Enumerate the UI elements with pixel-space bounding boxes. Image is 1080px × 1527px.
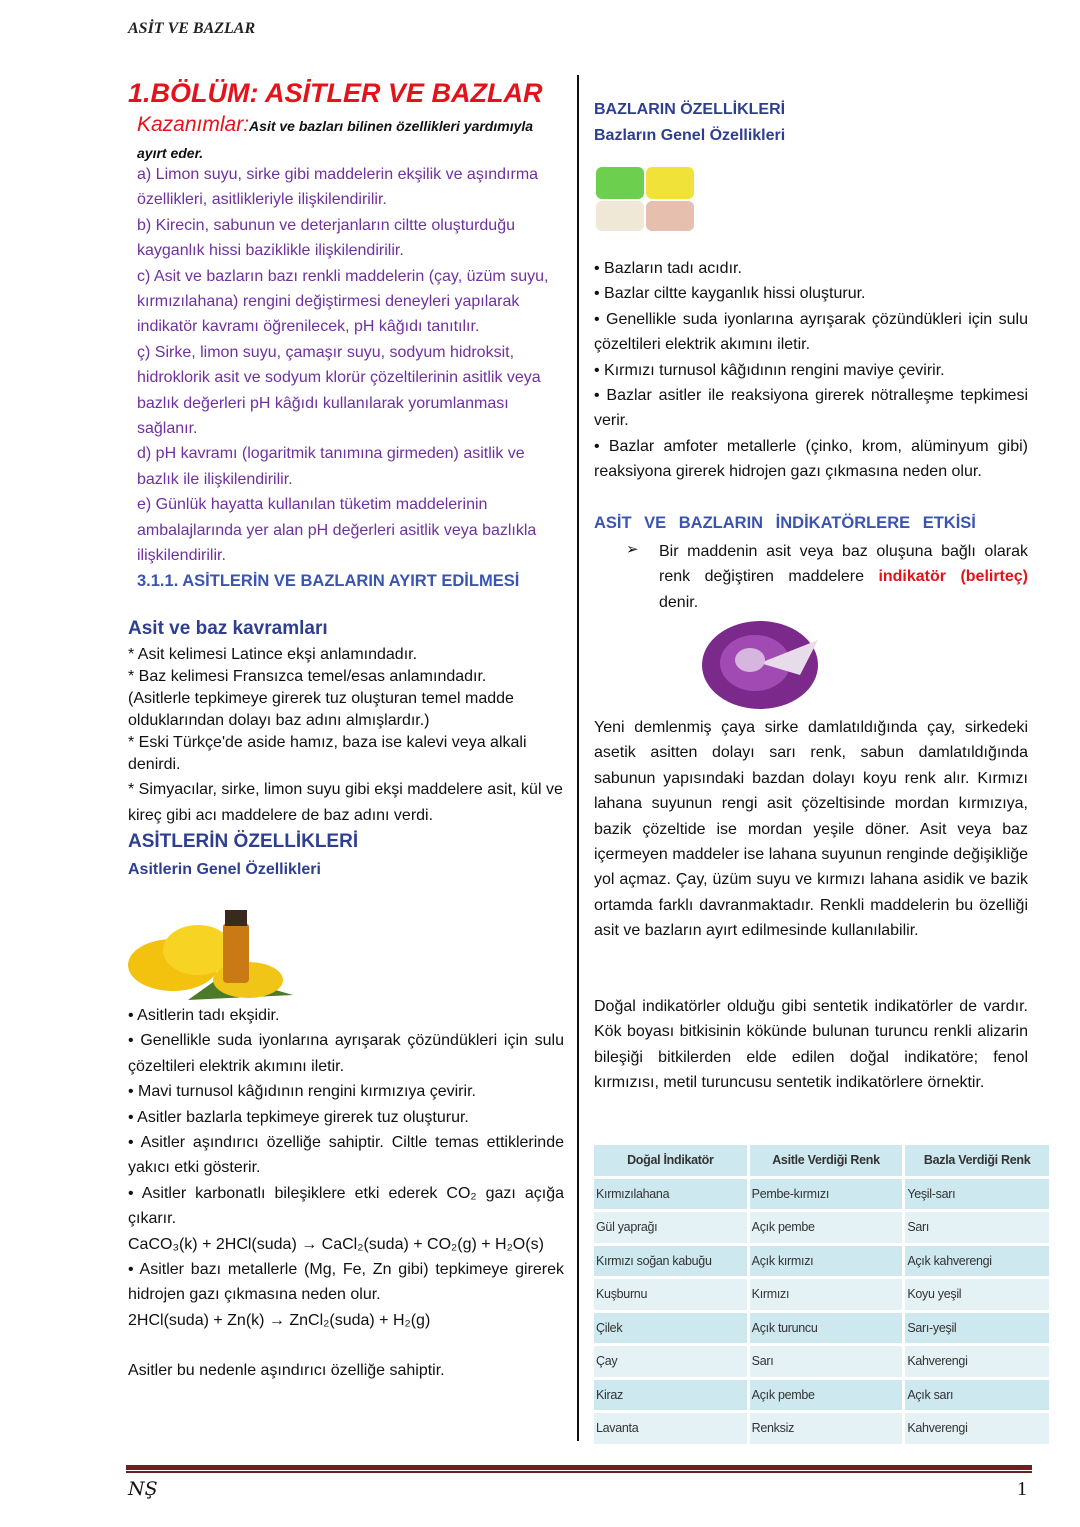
acid-property: • Asitler aşındırıcı özelliğe sahiptir. Ciltle temas ettiklerinde yakıcı etki gösterir. xyxy=(128,1134,564,1177)
section-heading: 3.1.1. ASİTLERİN VE BAZLARIN AYIRT EDİLMESİ xyxy=(137,571,520,590)
base-property: • Bazların tadı acıdır. xyxy=(594,260,742,277)
table-cell: Sarı xyxy=(905,1212,1049,1243)
table-row xyxy=(594,1380,1049,1411)
paragraph-synthetic-indicators: Doğal indikatörler olduğu gibi sentetik indikatörler de vardır. Kök boyası bitkisinin kökünde bulunan turuncu renkli alizarin bileşiği bitkilerden elde edilen doğal indikatöre; fenol kırmızısı, metil turuncusu sentetik indikatörlere örnektir. xyxy=(594,998,1028,1092)
concepts-heading: Asit ve baz kavramları xyxy=(128,618,328,639)
table-row xyxy=(594,1212,1049,1243)
table-cell: Koyu yeşil xyxy=(905,1279,1049,1310)
acids-subheading: Asitlerin Genel Özellikleri xyxy=(128,861,321,878)
table-cell: Kırmızı xyxy=(750,1279,903,1310)
indicator-def-end: denir. xyxy=(659,593,699,611)
objective: a) Limon suyu, sirke gibi maddelerin ekşilik ve aşındırma özellikleri, asitlikleriyle ilişkilendirilir. xyxy=(137,166,539,209)
indicator-def-text: Bir maddenin asit veya baz oluşuna bağlı olarak renk değiştiren maddelere xyxy=(659,543,1028,586)
arrow-bullet-icon: ➢ xyxy=(626,541,639,558)
table-row xyxy=(594,1279,1049,1310)
chemical-equation: CaCO₃(k) + 2HCl(suda) → CaCl₂(suda) + CO₂(g) + H₂O(s) xyxy=(128,1235,544,1253)
bases-subheading: Bazların Genel Özellikleri xyxy=(594,127,786,144)
objective: e) Günlük hayatta kullanılan tüketim maddelerinin ambalajlarında yer alan pH değerleri asitlik veya bazlıkla ilişkilendirilir. xyxy=(137,496,537,565)
table-cell: Çay xyxy=(594,1346,747,1377)
table-cell: Açık pembe xyxy=(750,1380,903,1411)
red-cabbage-image xyxy=(700,615,826,713)
table-cell: Yeşil-sarı xyxy=(905,1179,1049,1210)
table-cell: Kahverengi xyxy=(905,1346,1049,1377)
acid-property: • Mavi turnusol kâğıdının rengini kırmızıya çevirir. xyxy=(128,1083,476,1101)
table-cell: Kırmızı soğan kabuğu xyxy=(594,1246,747,1277)
table-row xyxy=(594,1246,1049,1277)
running-header: ASİT VE BAZLAR xyxy=(128,20,256,37)
base-properties-list xyxy=(594,256,1028,485)
indicator-table xyxy=(591,1142,1052,1447)
acid-property: • Genellikle suda iyonlarına ayrışarak çözündükleri için sulu çözeltileri elektrik akımını iletir. xyxy=(128,1032,564,1075)
table-row xyxy=(594,1313,1049,1344)
table-cell: Kuşburnu xyxy=(594,1279,747,1310)
kazanimlar-text-2: ayırt eder. xyxy=(137,145,204,161)
acid-properties-list xyxy=(128,1003,564,1384)
indicator-definition xyxy=(659,539,1028,615)
concept-item: * Simyacılar, sirke, limon suyu gibi ekşi maddelere asit, kül ve kireç gibi acı maddelere de baz adını verdi. xyxy=(128,781,563,824)
table-row xyxy=(594,1346,1049,1377)
indicator-heading: ASİT VE BAZLARIN İNDİKATÖRLERE ETKİSİ xyxy=(594,514,976,532)
acids-heading: ASİTLERİN ÖZELLİKLERİ xyxy=(128,831,359,852)
table-cell: Sarı xyxy=(750,1346,903,1377)
base-property: • Bazlar amfoter metallerle (çinko, krom, alüminyum gibi) reaksiyona girerek hidrojen gazı çıkmasına neden olur. xyxy=(594,437,1028,481)
concepts-list xyxy=(128,644,564,829)
footer-logo: NŞ xyxy=(128,1478,158,1500)
table-cell: Açık kırmızı xyxy=(750,1246,903,1277)
soap-bars-image xyxy=(595,165,697,233)
chemical-equation: 2HCl(suda) + Zn(k) → ZnCl₂(suda) + H₂(g) xyxy=(128,1311,431,1329)
objectives-list xyxy=(137,162,565,594)
lemon-acid-image xyxy=(128,905,298,1000)
base-property: • Genellikle suda iyonlarına ayrışarak çözündükleri için sulu çözeltileri elektrik akımını iletir. xyxy=(594,310,1028,354)
table-cell: Açık pembe xyxy=(750,1212,903,1243)
base-property: • Bazlar ciltte kayganlık hissi oluşturur. xyxy=(594,285,866,303)
column-header: Doğal İndikatör xyxy=(594,1145,747,1176)
table-cell: Açık turuncu xyxy=(750,1313,903,1344)
chapter-title: 1.BÖLÜM: ASİTLER VE BAZLAR xyxy=(128,78,543,108)
table-row xyxy=(594,1179,1049,1210)
paragraph-tea-cabbage: Yeni demlenmiş çaya sirke damlatıldığında çay, sirkedeki asetik asitten dolayı sarı renk, sabun damlatıldığında sabunun yapısındaki bazdan dolayı koyu renk alır. Kırmızı lahana suyunun rengi asit çözeltisinde mordan kırmızıya, bazik çözeltide ise mordan yeşile döner. Asit veya baz içermeyen maddeler ise lahana suyunun renginde değişikliğe yol açmaz. Çay, üzüm suyu ve kırmızı lahana asidik ve bazik ortamda farklı davranmaktadır. Renkli maddelerin bu özelliği asit ve bazların ayırt edilmesinde kullanılabilir. xyxy=(594,719,1028,940)
table-cell: Sarı-yeşil xyxy=(905,1313,1049,1344)
page-number: 1 xyxy=(1017,1478,1027,1500)
indicator-term: indikatör (belirteç) xyxy=(878,568,1029,586)
concept-item: (Asitlerle tepkimeye girerek tuz oluşturan temel madde olduklarından dolayı baz adını almışlardır.) xyxy=(128,690,514,729)
acid-property: • Asitler bazlarla tepkimeye girerek tuz oluşturur. xyxy=(128,1108,469,1126)
table-cell: Açık kahverengi xyxy=(905,1246,1049,1277)
objective: d) pH kavramı (logaritmik tanımına girmeden) asitlik ve bazlık ile ilişkilendirilir. xyxy=(137,445,525,488)
table-cell: Kahverengi xyxy=(905,1413,1049,1444)
objective: b) Kirecin, sabunun ve deterjanların ciltte oluşturduğu kayganlık hissi baziklikle ilişkilendirilir. xyxy=(137,216,515,260)
kazanimlar-text: Asit ve bazları bilinen özellikleri yardımıyla xyxy=(249,118,534,134)
concept-item: * Asit kelimesi Latince ekşi anlamındadır. xyxy=(128,646,418,663)
footer-rule xyxy=(126,1465,1032,1471)
table-header-row xyxy=(594,1145,1049,1176)
learning-outcomes-intro xyxy=(137,112,567,167)
table-cell: Pembe-kırmızı xyxy=(750,1179,903,1210)
acid-property: • Asitler karbonatlı bileşiklere etki ederek CO₂ gazı açığa çıkarır. xyxy=(128,1184,564,1228)
kazanimlar-label: Kazanımlar: xyxy=(137,113,250,136)
acid-property: • Asitler bazı metallerle (Mg, Fe, Zn gibi) tepkimeye girerek hidrojen gazı çıkmasına neden olur. xyxy=(128,1261,564,1304)
bases-heading: BAZLARIN ÖZELLİKLERİ xyxy=(594,101,786,118)
acid-property: • Asitlerin tadı ekşidir. xyxy=(128,1007,280,1024)
table-cell: Gül yaprağı xyxy=(594,1212,747,1243)
base-property: • Bazlar asitler ile reaksiyona girerek nötralleşme tepkimesi verir. xyxy=(594,387,1028,430)
column-header: Bazla Verdiği Renk xyxy=(905,1145,1049,1176)
table-cell: Kırmızılahana xyxy=(594,1179,747,1210)
base-property: • Kırmızı turnusol kâğıdının rengini maviye çevirir. xyxy=(594,361,945,379)
acids-conclusion: Asitler bu nedenle aşındırıcı özelliğe sahiptir. xyxy=(128,1362,445,1380)
table-cell: Çilek xyxy=(594,1313,747,1344)
table-cell: Lavanta xyxy=(594,1413,747,1444)
table-cell: Kiraz xyxy=(594,1380,747,1411)
objective: ç) Sirke, limon suyu, çamaşır suyu, sodyum hidroksit, hidroklorik asit ve sodyum klorür çözeltilerinin asitlik veya bazlık değerleri pH kâğıdı kullanılarak yorumlanması sağlanır. xyxy=(137,343,541,438)
objective: c) Asit ve bazların bazı renkli maddelerin (çay, üzüm suyu, kırmızılahana) rengini değiştirmesi deneyleri yapılarak indikatör kavramı öğrenilecek, pH kâğıdı tanıtılır. xyxy=(137,267,549,336)
concept-item: * Baz kelimesi Fransızca temel/esas anlamındadır. xyxy=(128,668,487,685)
concept-item: * Eski Türkçe'de aside hamız, baza ise kalevi veya alkali denirdi. xyxy=(128,734,527,773)
table-cell: Renksiz xyxy=(750,1413,903,1444)
table-row xyxy=(594,1413,1049,1444)
table-cell: Açık sarı xyxy=(905,1380,1049,1411)
column-header: Asitle Verdiği Renk xyxy=(750,1145,903,1176)
column-divider xyxy=(577,75,579,1441)
